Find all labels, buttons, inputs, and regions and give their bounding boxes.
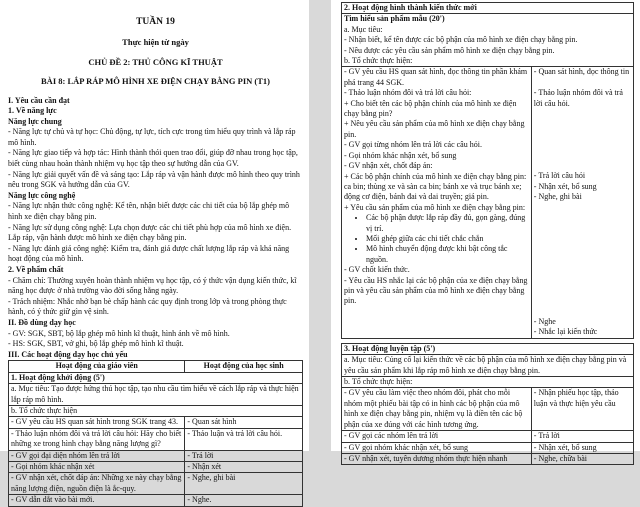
section-organization: b. Tổ chức thực hiện — [9, 405, 303, 416]
goal-item: - Nêu được các yêu cầu sản phẩm mô hình xe điện chạy bằng pin. — [344, 45, 555, 55]
body-line: - Năng lực tự chủ và tự học: Chủ động, tự lực, tích cực trong tìm hiểu quy trình và lắp ráp mô hình. — [8, 127, 296, 147]
student-step: - Thảo luận nhóm đôi và trả lời câu hỏi. — [533, 88, 623, 108]
section-heading: Năng lực công nghệ — [8, 190, 76, 200]
section-details — [342, 14, 634, 67]
student-step: - Nhắc lại kiến thức — [533, 327, 598, 337]
student-step: - Trả lời — [185, 450, 303, 461]
organization-title: b. Tổ chức thực hiện: — [344, 56, 413, 66]
teacher-step: - GV yêu cầu làm việc theo nhóm đôi, phát cho mỗi nhóm một phiếu bài tập có in hình các bộ phận của mô hình xe điện chạy bằng pin, nhiệm vụ là điền tên các bộ phận của xe đúng với các hình tương ứng. — [342, 388, 532, 431]
body-line: - Năng lực sử dụng công nghệ: Lựa chọn được các chi tiết phù hợp của mô hình xe điện. Lắp ráp, vận hành được mô hình xe điện chạy bằng pin. — [8, 222, 292, 243]
teacher-step: - GV nhận xét, tuyên dương nhóm thực hiện nhanh — [342, 453, 532, 464]
student-activities — [531, 67, 633, 338]
student-step: - Nghe, chữa bài — [531, 453, 633, 464]
table-row — [9, 428, 303, 450]
student-step: - Quan sát hình, đọc thông tin — [533, 67, 630, 77]
teacher-step: - Gọi nhóm khác nhận xét — [9, 462, 185, 473]
teacher-step: - Yêu cầu HS nhắc lại các bộ phận của xe điện chạy bằng pin và yêu cầu sản phẩm của mô hình xe điện chạy bằng pin. — [344, 275, 528, 306]
teacher-step: - GV dẫn dắt vào bài mới. — [9, 495, 185, 506]
section-practice: 3. Hoạt động luyện tập (5') — [342, 343, 634, 354]
section-heading: III. Các hoạt động dạy học chủ yếu — [8, 349, 128, 359]
student-step: - Nhận xét — [185, 462, 303, 473]
product-requirements — [344, 213, 529, 265]
body-line: - GV: SGK, SBT, bộ lắp ghép mô hình kĩ thuật, hình ảnh về mô hình. — [8, 328, 230, 338]
week-title: TUẦN 19 — [136, 16, 175, 27]
table-row — [9, 495, 303, 506]
section-heading: Năng lực chung — [8, 116, 62, 126]
goal-title: a. Mục tiêu: — [344, 24, 383, 34]
teacher-step: + Nêu yêu cầu sản phẩm của mô hình xe điện chạy bằng pin. — [344, 119, 525, 139]
section-new-knowledge: 2. Hoạt động hình thành kiến thức mới — [342, 3, 634, 14]
activity-table-1 — [8, 360, 303, 506]
teacher-step: - GV yêu cầu HS quan sát hình trong SGK trang 43. — [9, 417, 185, 428]
section-warmup: 1. Hoạt động khởi động (5') — [9, 372, 303, 383]
teacher-step: - GV yêu cầu HS quan sát hình, đọc thông tin phần khám phá trang 44 SGK. — [344, 67, 528, 87]
table-row — [342, 442, 634, 453]
requirement-item: • Các bộ phận được lắp ráp đầy đủ, gọn gàng, đúng vị trí. — [366, 213, 529, 234]
body-line: - Năng lực đánh giá công nghệ: Kiểm tra, đánh giá được chất lượng lắp ráp và khả năng hoạt động của mô hình. — [8, 243, 290, 264]
column-header-student: Hoạt động của học sinh — [185, 361, 303, 372]
teacher-step: - GV nhận xét, chốt đáp án: — [344, 161, 433, 171]
student-step: - Thảo luận và trả lời câu hỏi. — [185, 428, 303, 450]
table-row — [9, 462, 303, 473]
teacher-step: - Gọi nhóm khác nhận xét, bổ sung — [344, 150, 457, 160]
section-heading: II. Đồ dùng dạy học — [8, 317, 76, 327]
goal-list — [344, 35, 631, 56]
body-line: - Năng lực nhận thức công nghệ: Kể tên, nhận biết được các chi tiết của bộ lắp ghép mô hình xe điện chạy bằng pin. — [8, 201, 290, 222]
table-row — [9, 450, 303, 461]
teacher-step: + Cho biết tên các bộ phận chính của mô hình xe điện chạy bằng pin? — [344, 98, 517, 119]
lesson-title: BÀI 8: LẮP RÁP MÔ HÌNH XE ĐIỆN CHẠY BẰNG PIN (T1) — [41, 76, 270, 86]
practice-organization: b. Tổ chức thực hiện: — [342, 377, 634, 388]
requirement-item: • Mối ghép giữa các chi tiết chắc chắn — [366, 234, 529, 244]
activity-table-3 — [341, 343, 634, 465]
section-heading: I. Yêu cầu cần đạt — [8, 95, 70, 105]
teacher-step: - GV nhận xét, chốt đáp án: Những xe này chạy bằng năng lượng điện, nguồn điện là ắc-quy. — [9, 473, 185, 495]
goal-item: - Nhận biết, kể tên được các bộ phận của mô hình xe điện chạy bằng pin. — [344, 35, 578, 45]
activity-table-2 — [341, 2, 634, 339]
teacher-step: - GV chốt kiến thức. — [344, 265, 410, 275]
document-page-left — [0, 0, 309, 505]
body-line: - HS: SGK, SBT, vở ghi, bộ lắp ghép mô hình kĩ thuật. — [8, 339, 184, 349]
column-header-teacher: Hoạt động của giáo viên — [9, 361, 185, 372]
student-step: - Nhận phiếu học tập, thảo luận và thực hiện yêu cầu — [531, 388, 633, 431]
section-heading: 2. Về phẩm chất — [8, 265, 64, 274]
subsection-title: Tìm hiểu sản phẩm mẫu (20') — [344, 14, 445, 24]
section-goal: a. Mục tiêu: Tạo được hứng thú học tập, tạo nhu cầu tìm hiểu về cách lắp ráp và thực hiện lắp ráp mô hình. — [9, 384, 303, 406]
teacher-step: + Các bộ phận chính của mô hình xe điện chạy bằng pin: ca bin; thùng xe và sàn ca bin; bánh xe và trục bánh xe; động cơ điện, bánh đai và dai truyền; giá pin. — [344, 171, 527, 202]
table-row — [342, 453, 634, 464]
teacher-step: - GV gọi các nhóm lên trả lời — [342, 431, 532, 442]
body-line: - Chăm chỉ: Thường xuyên hoàn thành nhiệm vụ học tập, có ý thức vận dụng kiến thức, kĩ năng học được ở nhà trường vào đời sống hằng ngày. — [8, 275, 297, 296]
student-step: - Nghe, ghi bài — [533, 192, 582, 202]
body-line: - Năng lực giao tiếp và hợp tác: Hình thành thói quen trao đổi, giúp đỡ nhau trong học tập, biết cùng nhau hoàn thành nhiệm vụ học tập theo sự hướng dẫn của GV. — [8, 148, 298, 169]
teacher-step: - GV gọi đại diện nhóm lên trả lời — [9, 450, 185, 461]
student-step: - Quan sát hình — [185, 417, 303, 428]
student-step: - Nhận xét, bổ sung — [533, 181, 597, 191]
table-row — [342, 431, 634, 442]
lesson-body — [8, 96, 303, 361]
section-heading: 1. Về năng lực — [8, 106, 57, 116]
student-step: - Trả lời câu hỏi — [533, 171, 586, 181]
teacher-step: - GV gọi nhóm khác nhận xét, bổ sung — [342, 442, 532, 453]
page-gutter — [309, 0, 331, 451]
student-step: - Nghe — [533, 317, 556, 327]
body-line: - Trách nhiệm: Nhắc nhở bạn bè chấp hành các quy định trong lớp và trong phòng thực hành, có ý thức giữ gìn vệ sinh. — [8, 296, 287, 317]
table-row — [9, 417, 303, 428]
table-row — [9, 473, 303, 495]
student-step: - Nhận xét, bổ sung — [531, 442, 633, 453]
teacher-step: - GV gọi từng nhóm lên trả lời các câu hỏi. — [344, 140, 482, 150]
teacher-step: - Thảo luận nhóm đôi và trả lời câu hỏi: — [344, 88, 472, 98]
table-row — [342, 388, 634, 431]
document-page-right — [331, 0, 640, 463]
student-step: - Nghe. — [185, 495, 303, 506]
teacher-step: + Yêu cầu sản phẩm của mô hình xe điện chạy bằng pin: — [344, 202, 526, 212]
requirement-item: • Mô hình chuyển động được khi bật công tắc nguồn. — [366, 244, 529, 265]
student-step: - Trả lời — [531, 431, 633, 442]
teacher-step: - Thảo luận nhóm đôi và trả lời câu hỏi: Hãy cho biết những xe trong hình chạy bằng năng lượng gì? — [9, 428, 185, 450]
teacher-activities — [342, 67, 532, 338]
student-step: - Nghe, ghi bài — [185, 473, 303, 495]
body-line: - Năng lực giải quyết vấn đề và sáng tạo: Lắp ráp và vận hành được mô hình theo quy trình nêu trong SGK và hướng dẫn của GV. — [8, 169, 300, 190]
date-line: Thực hiện từ ngày — [122, 37, 189, 47]
topic-title: CHỦ ĐỀ 2: THỦ CÔNG KĨ THUẬT — [88, 56, 223, 67]
practice-goal: a. Mục tiêu: Củng cố lại kiến thức về các bộ phận của mô hình xe điện chạy bằng pin và yêu cầu sản phẩm khi lắp ráp mô hình xe điện chạy bằng pin. — [342, 355, 634, 377]
